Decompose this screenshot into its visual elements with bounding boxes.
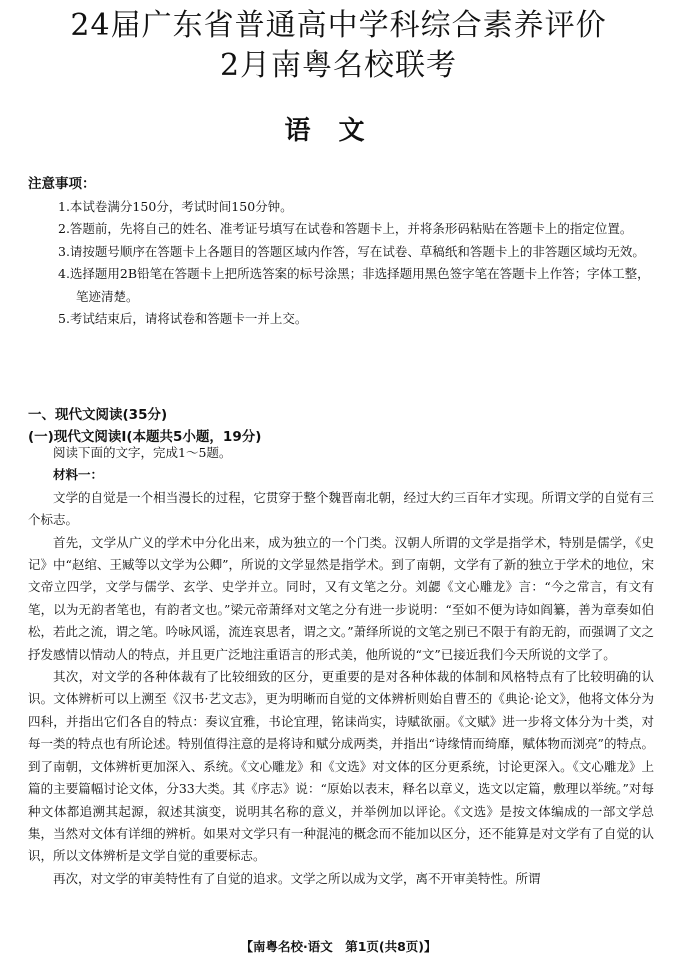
notice-item: 4.选择题用2B铅笔在答题卡上把所选答案的标号涂黑；非选择题用黑色签字笔在答题卡上作答；字体工整，笔迹清楚。 — [58, 266, 650, 304]
passage-paragraph: 再次，对文学的审美特性有了自觉的追求。文学之所以成为文学，离不开审美特性。所谓 — [53, 870, 541, 886]
reading-passage — [28, 442, 654, 890]
notice-item: 5.考试结束后，请将试卷和答题卡一并上交。 — [58, 311, 308, 327]
notice-item: 3.请按题号顺序在答题卡上各题目的答题区域内作答，写在试卷、草稿纸和答题卡上的非答题区域均无效。 — [58, 243, 645, 259]
notice-item: 2.答题前，先将自己的姓名、准考证号填写在试卷和答题卡上，并将条形码粘贴在答题卡上的指定位置。 — [58, 221, 633, 237]
exam-title-line2: 2月南粤名校联考 — [219, 48, 458, 83]
page-footer: 【南粤名校·语文 第1页(共8页)】 — [240, 939, 437, 954]
subject-title: 语文 — [284, 116, 393, 146]
passage-paragraph: 首先，文学从广义的学术中分化出来，成为独立的一个门类。汉朝人所谓的文学是指学术，特别是儒学，《史记》中“赵绾、王臧等以文学为公卿”，所说的文学显然是指学术。到了南朝，文学有了新的独立于学术的地位，宋文帝立四学，文学与儒学、玄学、史学并立。同时，又有文笔之分。刘勰《文心雕龙》言：“今之常言，有文有笔，以为无韵者笔也，有韵者文也。”梁元帝萧绎对文笔之分有进一步说明：“至如不便为诗如阎纂，善为章奏如伯松，若此之流，谓之笔。吟咏风谣，流连哀思者，谓之文。”萧绎所说的文笔之别已不限于有韵无韵，而强调了文之抒发感情以情动人的特点，并且更广泛地注重语言的形式美，他所说的“文”已接近我们今天所说的文学了。 — [28, 534, 654, 662]
instruction-text: 阅读下面的文字，完成1～5题。 — [53, 445, 232, 460]
notice-item: 1.本试卷满分150分，考试时间150分钟。 — [58, 199, 293, 214]
passage-paragraph: 其次，对文学的各种体裁有了比较细致的区分，更重要的是对各种体裁的体制和风格特点有了比较明确的认识。文体辨析可以上溯至《汉书·艺文志》，更为明晰而自觉的文体辨析则始自曹丕的《典论·论文》，他将文体分为四科，并指出它们各自的特点：奏议宜雅，书论宜理，铭诔尚实，诗赋欲丽。《文赋》进一步将文体分为十类，对每一类的特点也有所论述。特别值得注意的是将诗和赋分成两类，并指出“诗缘情而绮靡，赋体物而浏亮”的特点。到了南朝，文体辨析更加深入、系统。《文心雕龙》和《文选》对文体的区分更系统，讨论更深入。《文心雕龙》上篇的主要篇幅讨论文体，分33大类。其《序志》说：“原始以表末，释名以章义，选文以定篇，敷理以举统。”对每种文体都追溯其起源，叙述其演变，说明其名称的意义，并举例加以评论。《文选》是按文体编成的一部文学总集，当然对文体有详细的辨析。如果对文学只有一种混沌的概念而不能加以区分，还不能算是对文学有了自觉的认识，所以文体辨析是文学自觉的重要标志。 — [28, 669, 654, 864]
section-heading: 一、现代文阅读(35分) — [28, 407, 168, 423]
notice-list — [28, 196, 653, 330]
notice-heading: 注意事项： — [28, 176, 96, 192]
exam-title-line1: 24届广东省普通高中学科综合素养评价 — [70, 8, 607, 43]
material-label: 材料一： — [53, 467, 104, 483]
passage-paragraph: 文学的自觉是一个相当漫长的过程，它贯穿于整个魏晋南北朝，经过大约三百年才实现。所谓文学的自觉有三个标志。 — [28, 489, 654, 528]
subsection-heading: (一)现代文阅读Ⅰ(本题共5小题，19分) — [28, 429, 262, 445]
